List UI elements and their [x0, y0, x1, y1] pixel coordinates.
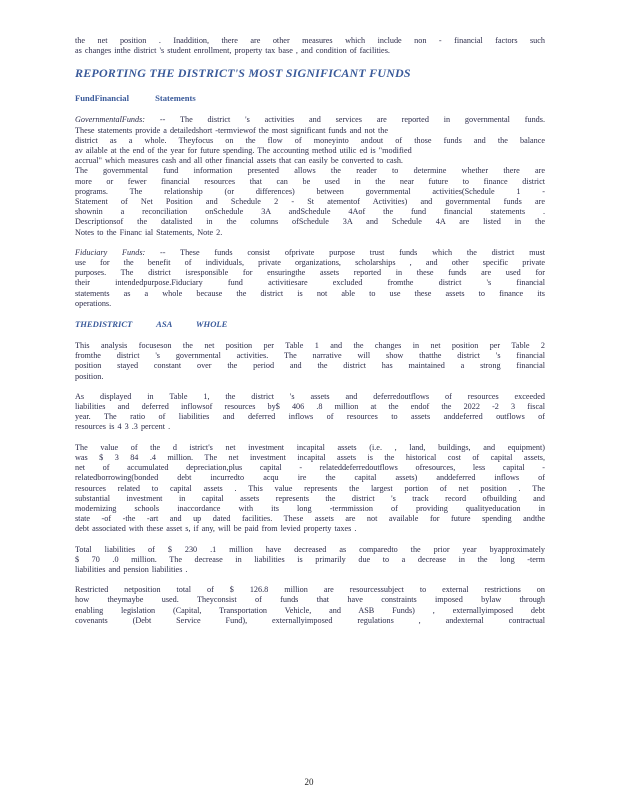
restricted-net-position-paragraph	[75, 585, 545, 626]
text-line: use for the benefit of individuals, private organizations, scholarships , and other specific private	[75, 258, 545, 268]
governmental-funds-lead: GovernmentalFunds:	[75, 115, 146, 125]
displayed-paragraph	[75, 392, 545, 433]
intro-paragraph	[75, 36, 545, 56]
text-line: net of accumulated depreciation,plus capital - relateddeferredoutflows ofresources, less capital -	[75, 463, 545, 473]
text-line: This analysis focuseson the net position per Table 1 and the changes in net position per Table 2	[75, 341, 545, 351]
text-line: was $ 3 84 .4 million. The net investment incapital assets is the historical cost of capital assets,	[75, 452, 545, 462]
governmental-funds-paragraph	[75, 115, 545, 237]
text-fragment: -- The district 's activities and services are reported in governmental funds.	[159, 115, 546, 125]
text-line: The value of the d istrict's net investment incapital assets (i.e. , land, buildings, and equipment)	[75, 442, 545, 452]
text-line: programs. The relationship (or differences) between governmental activities(Schedule 1 -	[75, 186, 545, 196]
text-line: debt associated with these asset s, if any, will be paid from levied property taxes .	[75, 524, 357, 534]
text-line: substantial investment in capital assets represents the district 's track record ofbuilding and	[75, 493, 545, 503]
text-line: how theymaybe used. Theyconsist of funds that have constraints imposed bylaw through	[75, 595, 545, 605]
text-line: These statements provide a detailedshort -termviewof the most significant funds and not the	[75, 125, 389, 135]
text-line: state -of -the -art and up dated facilities. These assets are not available for future spending andthe	[75, 514, 545, 524]
text-line: av ailable at the end of the year for future spending. The accounting method utilic ed is "modified	[75, 146, 412, 156]
text-line: resources is 4 3 .3 percent .	[75, 422, 171, 432]
text-line: the net position . Inaddition, there are other measures which include non - financial factors such	[75, 36, 545, 45]
text-line	[75, 115, 545, 125]
section-heading-significant-funds: REPORTING THE DISTRICT'S MOST SIGNIFICANT FUNDS	[75, 66, 411, 81]
text-line: Restricted netposition total of $ 126.8 million are resourcessubject to external restrictions on	[75, 585, 545, 595]
text-line: liabilities and pension liabilities .	[75, 564, 188, 574]
text-line: more or fewer financial resources that can be used in the near future to finance district	[75, 176, 545, 186]
text-fragment: -- These funds consist ofprivate purpose trust funds which the district must	[160, 247, 546, 257]
text-line: fromthe district 's governmental activities. The narrative will show thatthe district 's financial	[75, 351, 545, 361]
text-line: covenants (Debt Service Fund), externallyimposed regulations , andexternal contractual	[75, 615, 545, 625]
text-line: modernizing schools inaccordance with its long -termmission of providing qualityeducation in	[75, 503, 545, 513]
text-line: relatedborrowing(bonded debt incurredto acqu ire the capital assets) anddeferred inflows of	[75, 473, 545, 483]
text-line: position.	[75, 371, 104, 381]
fiduciary-funds-paragraph	[75, 248, 545, 309]
text-line: liabilities and deferred inflowsof resources by$ 406 .8 million at the endof the 2022 -2 3 fiscal	[75, 402, 545, 412]
total-liabilities-paragraph	[75, 545, 545, 576]
text-line: Statement of Net Position and Schedule 2 - St atementof Activities) and governmental funds are	[75, 197, 545, 207]
text-line: As displayed in Table 1, the district 's assets and deferredoutflows of resources exceeded	[75, 391, 545, 401]
text-line: $ 70 .0 million. The decrease in liabilities is primarily due to a decrease in the long -term	[75, 554, 545, 564]
text-line: enabling legislation (Capital, Transportation Vehicle, and ASB Funds) , externallyimposed debt	[75, 605, 545, 615]
text-line: statements as a whole because the district is not able to use these assets to finance its	[75, 288, 545, 298]
text-line: accrual" which measures cash and all other financial assets that can easily be converted to cash.	[75, 156, 403, 166]
text-line: The governmental fund information presented allows the reader to determine whether there are	[75, 166, 545, 176]
text-line: shownin a reconciliation onSchedule 3A andSchedule 4Aof the fund financial statements .	[75, 207, 545, 217]
text-line: purposes. The district isresponsible for ensuringthe assets reported in these funds are used for	[75, 268, 545, 278]
text-line: operations.	[75, 298, 112, 308]
subheading-district-as-whole: THEDISTRICT ASA WHOLE	[75, 319, 228, 330]
page-number: 20	[304, 777, 314, 787]
text-line: Notes to the Financ ial Statements, Note 2.	[75, 227, 223, 237]
document-page	[75, 36, 545, 636]
text-line	[75, 248, 545, 258]
text-line: Total liabilities of $ 230 .1 million have decreased as comparedto the prior year byapproximately	[75, 544, 545, 554]
text-line: resources related to capital assets . This value represents the largest portion of net position . The	[75, 483, 545, 493]
text-line: Descriptionsof the datalisted in the columns ofSchedule 3A and Schedule 4A are listed in the	[75, 217, 545, 227]
text-line: as changes inthe district 's student enrollment, property tax base , and condition of facilities.	[75, 46, 390, 56]
text-line: year. The ratio of liabilities and deferred inflows of resources to assets anddeferred outflows of	[75, 412, 545, 422]
subheading-fund-financial-statements: FundFinancial Statements	[75, 93, 196, 104]
text-line: position stayed constant over the period and the district has maintained a strong financial	[75, 361, 545, 371]
text-line: district as a whole. Theyfocus on the flow of moneyinto andout of those funds and the balance	[75, 135, 545, 145]
text-line: their intendedpurpose.Fiduciary fund activitiesare excluded fromthe district 's financial	[75, 278, 545, 288]
analysis-paragraph	[75, 341, 545, 382]
capital-assets-paragraph	[75, 443, 545, 535]
fiduciary-funds-lead: Fiduciary Funds:	[75, 247, 146, 257]
